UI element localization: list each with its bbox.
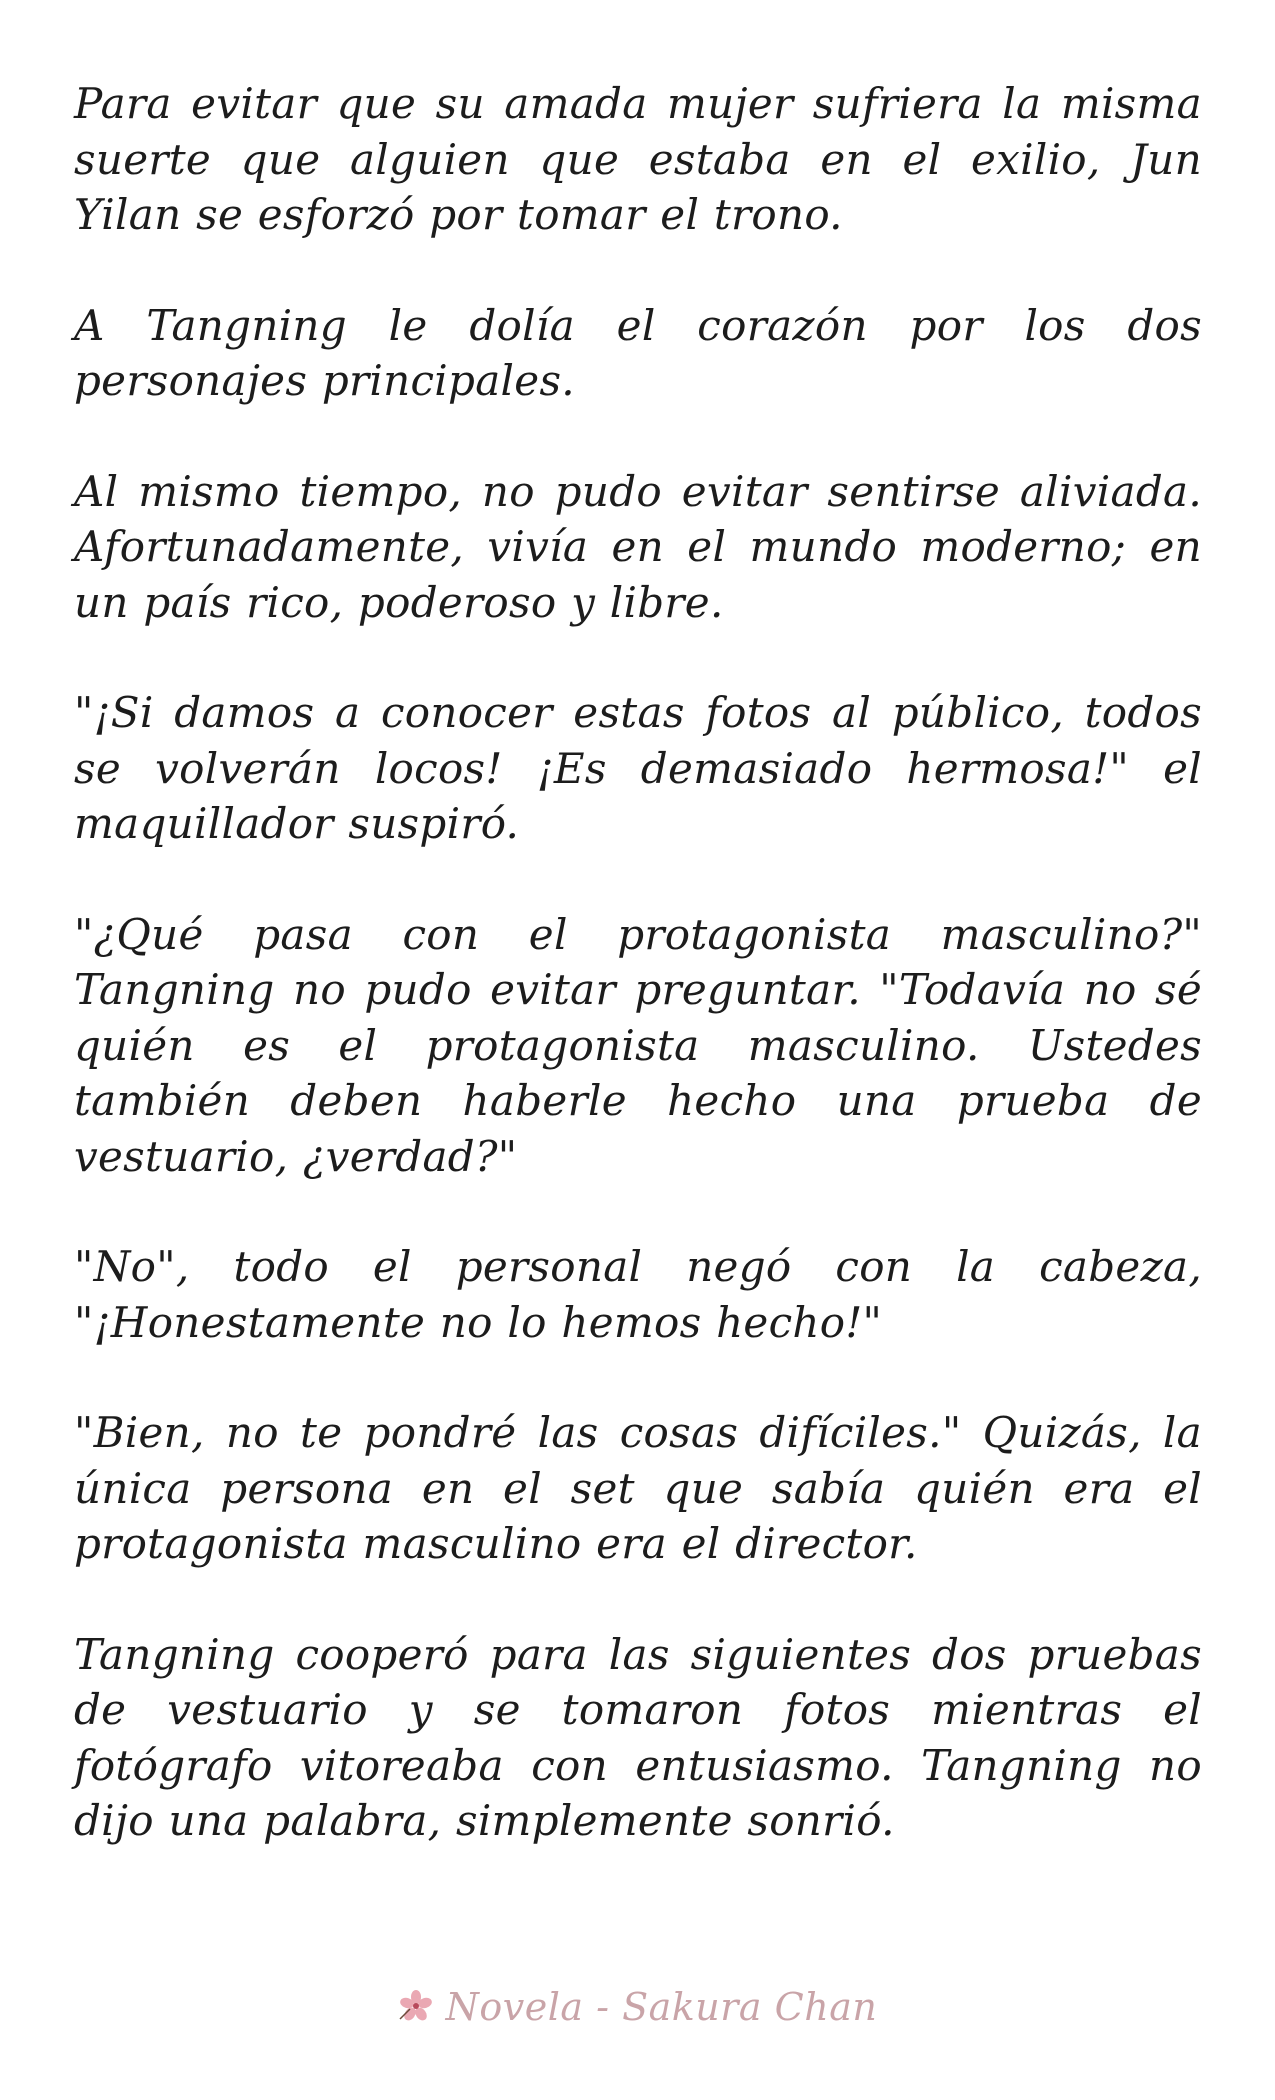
paragraph-3: Al mismo tiempo, no pudo evitar sentirse aliviada. Afortunadamente, vivía en el mundo moderno; en un país rico, poderoso y libre. [74,466,1202,627]
paragraph-7: "Bien, no te pondré las cosas difíciles." Quizás, la única persona en el set que sabía quién era el protagonista masculino era el director. [74,1408,1202,1568]
watermark [0,1985,1275,2029]
sakura-flower-icon [398,1989,434,2026]
paragraph-5: "¿Qué pasa con el protagonista masculino?" Tangning no pudo evitar preguntar. "Todavía no sé quién es el protagonista masculino. Ustedes también deben haberle hecho una prueba de vestuario, ¿verdad?" [74,909,1202,1181]
paragraph-4: "¡Si damos a conocer estas fotos al público, todos se volverán locos! ¡Es demasiado hermosa!" el maquillador suspiró. [74,688,1202,848]
paragraph-8: Tangning cooperó para las siguientes dos pruebas de vestuario y se tomaron fotos mientras el fotógrafo vitoreaba con entusiasmo. Tangning no dijo una palabra, simplemente sonrió. [74,1629,1202,1845]
watermark-text: Novela - Sakura Chan [445,1985,878,2029]
story-text [74,76,1202,1904]
paragraph-6: "No", todo el personal negó con la cabeza, "¡Honestamente no lo hemos hecho!" [74,1242,1202,1347]
paragraph-2: A Tangning le dolía el corazón por los dos personajes principales. [74,300,1202,405]
paragraph-1: Para evitar que su amada mujer sufriera la misma suerte que alguien que estaba en el exilio, Jun Yilan se esforzó por tomar el trono. [74,79,1202,239]
